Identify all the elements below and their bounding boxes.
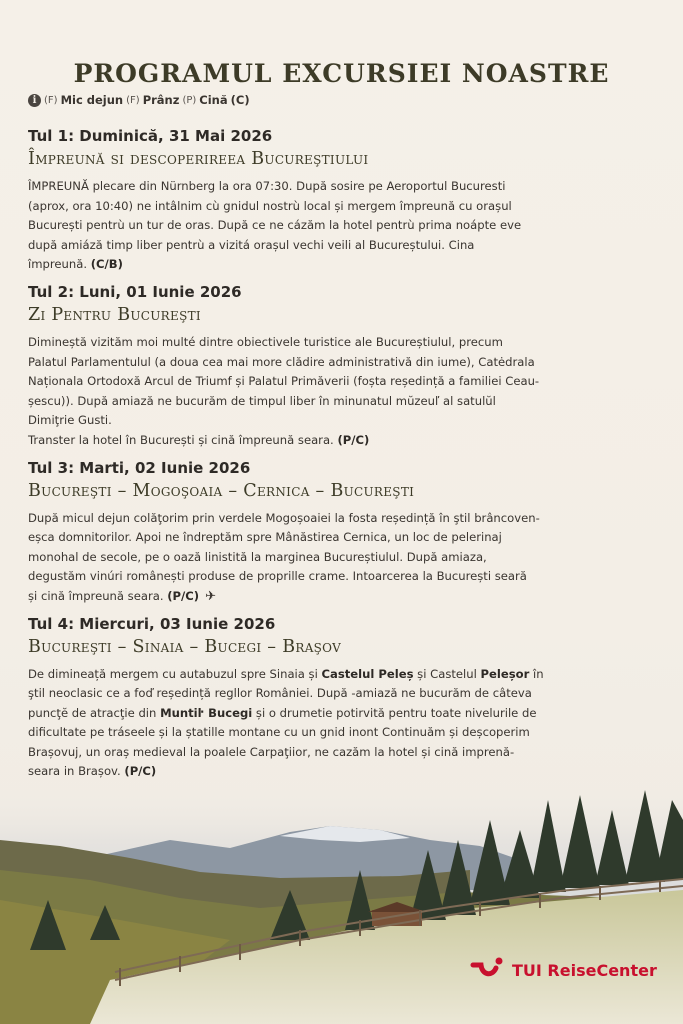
text-line (28, 743, 658, 763)
bold-text: Castelul Peleș (321, 666, 414, 681)
text-line (28, 177, 658, 197)
legend-trailing: (C) (230, 93, 250, 107)
text-segment: Brașovuj, un oraș medieval la poalele Carpaţiior, ne cazăm la hotel și cină imprenă- (28, 744, 515, 759)
text-line (28, 431, 658, 451)
text-line (28, 216, 658, 236)
text-line (28, 255, 658, 275)
text-line (28, 567, 658, 587)
text-segment: împreună. (28, 257, 91, 272)
text-line (28, 392, 658, 412)
text-segment: puncţĕ de atracţie din (28, 705, 161, 720)
text-line (28, 684, 658, 704)
text-segment: ÎMPREUNĂ plecare din Nürnberg la ora 07:30. După sosire pe Aeroportul Bucuresti (28, 179, 506, 193)
text-segment: Palatul Parlamentulul (a doua cea mai more clădire administrativă din iume), Catėdrala (28, 354, 535, 369)
text-line (28, 372, 658, 392)
text-segment: șescu)). După amiază ne bucurăm de timpul liber în minunatul mŭzeuľ al satulŭl (28, 393, 496, 408)
legend-code: (F) (126, 94, 140, 106)
airplane-icon: ✈ (205, 588, 216, 604)
text-segment: și cină împreună seara. (28, 588, 168, 603)
text-segment: Dimiţrie Gusti. (28, 413, 112, 428)
day-subtitle: Bucureşti – Sinaia – Bucegi – Braşov (28, 636, 342, 657)
mountain-landscape-image (0, 780, 683, 1024)
day-description (28, 177, 658, 275)
itinerary (28, 127, 658, 790)
text-line (28, 548, 658, 568)
text-segment: după amiáză timp liber pentrù a vizitá orașul vechi veili al Bucureștului. Cina (28, 237, 475, 252)
text-line (28, 528, 658, 548)
bold-text: Muntiŀ Bucegi (160, 705, 253, 720)
text-line (28, 665, 658, 685)
text-segment: și o drumetie potirvită pentru toate nivelurile de (252, 705, 537, 720)
day-heading: Tul 1: Duminică, 31 Mai 2026 (28, 127, 273, 145)
day-heading: Tul 2: Luni, 01 Iunie 2026 (28, 282, 242, 301)
logo-text: TUI ReiseCenter (512, 960, 657, 980)
meal-legend (28, 93, 250, 107)
text-line (28, 723, 658, 743)
text-line (28, 333, 658, 353)
text-segment: eșca domnitorilor. Apoi ne îndreptăm spre Mânăstirea Cernica, un loc de pelerinaj (28, 530, 502, 545)
text-line (28, 704, 658, 724)
tui-logo (470, 956, 657, 984)
text-line (28, 509, 658, 529)
day-subtitle: Bucureşti – Mogoşoaia – Cernica – Bucureşti (28, 480, 415, 501)
bold-text: (P/C) (124, 764, 157, 779)
text-segment: monohal de secole, pe o oază linistită la marginea Bucureștiulul. După amiaza, (28, 549, 487, 564)
legend-label: Prânz (142, 93, 180, 107)
text-line (28, 197, 658, 217)
legend-label: Mic dejun (60, 93, 124, 107)
page-title: PROGRAMUL EXCURSIEI NOASTRE (73, 58, 610, 88)
text-segment: dificultate pe tráseele și la ștatille montane cu un gnid inont Continuăm și deșcoperim (28, 725, 530, 740)
bold-text: (C/B) (90, 257, 123, 272)
text-line (28, 236, 658, 256)
day-section (28, 283, 658, 451)
legend-code: (P) (182, 94, 197, 106)
text-segment: Naționala Ortodoxă Arcul de Triumf și Palatul Primăverii (foșta reședință a familiei Ceau- (28, 374, 540, 389)
day-subtitle: Împreună si descoperireea Bucureştiului (28, 149, 369, 169)
bold-text: Peleșor (480, 666, 530, 681)
text-segment: București pentrù un tur de oras. După ce ne cázăm la hotel pentrù prima noápte eve (28, 218, 522, 233)
text-segment: (aprox, ora 10:40) ne intâlnim cù gnidul nostrù local și mergem împreună cu orașul (28, 198, 512, 213)
legend-label: Cină (199, 93, 228, 107)
tui-smile-icon (470, 956, 506, 984)
day-subtitle: Zi Pentru Bucureşti (28, 304, 201, 325)
day-section (28, 459, 658, 607)
text-segment: ştil neoclasic ce a foď reședință regllor României. După -amiază ne bucurăm de câteva (28, 686, 532, 701)
text-segment: Dimineștă vizităm moi multé dintre obiectivele turistice ale Bucureștiulul, precum (28, 334, 503, 349)
text-segment: Transter la hotel în București și cină împreună seara. (28, 432, 338, 447)
text-segment: seara in Brașov. (28, 764, 125, 779)
day-section (28, 615, 658, 783)
bold-text: (P/C) (167, 588, 200, 603)
text-line (28, 353, 658, 373)
bold-text: (P/C) (337, 432, 370, 447)
legend-code: (F) (44, 94, 58, 106)
text-segment: degustăm vinúri românești produse de proprille crame. Intoarcerea la București seară (28, 569, 527, 584)
text-segment: După micul dejun colăţorim prin verdele Mogoșoaiei la fosta reședință în ştil brâncoven- (28, 510, 540, 525)
day-description (28, 665, 658, 783)
info-icon: i (28, 94, 41, 107)
text-segment: în (529, 666, 544, 681)
day-description (28, 509, 658, 607)
day-heading: Tul 3: Marti, 02 Iunie 2026 (28, 458, 251, 477)
text-line (28, 411, 658, 431)
text-line (28, 587, 658, 607)
text-segment: și Castelul (413, 666, 481, 681)
day-heading: Tul 4: Miercuri, 03 Iunie 2026 (28, 614, 276, 633)
text-segment: De dimineață mergem cu autabuzul spre Sinaia și (28, 666, 322, 681)
day-description (28, 333, 658, 451)
day-section (28, 127, 658, 275)
